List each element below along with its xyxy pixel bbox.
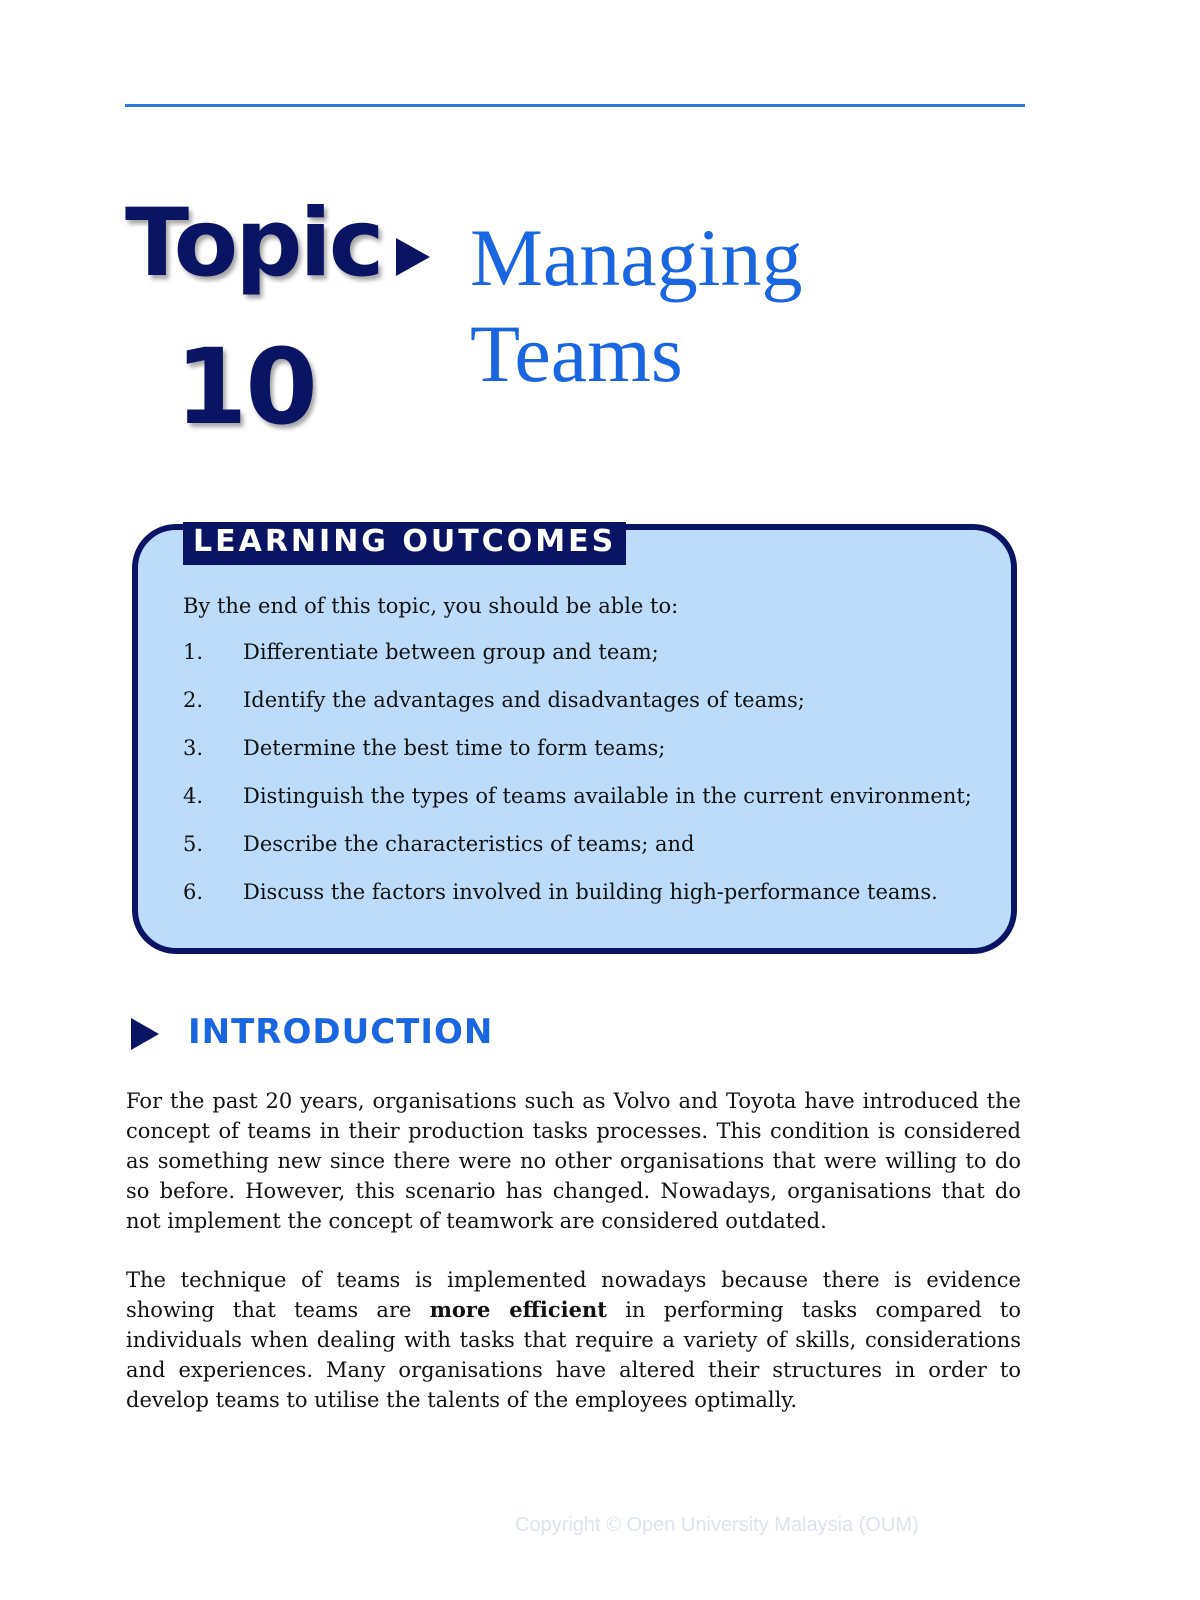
list-item bbox=[183, 686, 1003, 734]
list-item-number: 2. bbox=[183, 688, 204, 712]
list-item-text: Distinguish the types of teams available in the current environment; bbox=[243, 784, 972, 808]
paragraph-2-emphasis: more efficient bbox=[429, 1297, 607, 1322]
copyright-watermark: Copyright © Open University Malaysia (OUM) bbox=[515, 1514, 919, 1536]
list-item-text: Discuss the factors involved in building high-performance teams. bbox=[243, 880, 938, 904]
introduction-paragraph-2 bbox=[126, 1265, 1021, 1415]
list-item bbox=[183, 638, 1003, 686]
learning-outcomes-intro: By the end of this topic, you should be able to: bbox=[183, 594, 679, 618]
topic-arrow-icon bbox=[396, 238, 430, 276]
list-item bbox=[183, 734, 1003, 782]
learning-outcomes-list bbox=[183, 638, 1003, 926]
paragraph-2-text-end: in performing tasks compared to individuals when dealing with tasks that require a variety of skills, considerations and experiences. Many organisations have altered their structures in order to develop teams to utilise the talents of the employees optimally. bbox=[126, 1298, 1021, 1412]
list-item bbox=[183, 782, 1003, 830]
list-item-text: Identify the advantages and disadvantages of teams; bbox=[243, 688, 805, 712]
topic-word: Topic bbox=[125, 189, 382, 298]
topic-number: 10 bbox=[175, 326, 316, 448]
list-item-number: 4. bbox=[183, 784, 204, 808]
list-item bbox=[183, 830, 1003, 878]
topic-title: Managing Teams bbox=[470, 212, 803, 399]
list-item-text: Differentiate between group and team; bbox=[243, 640, 659, 664]
list-item-number: 5. bbox=[183, 832, 204, 856]
introduction-paragraph-1: For the past 20 years, organisations such as Volvo and Toyota have introduced the concept of teams in their production tasks processes. This condition is considered as something new since there were no other organisations that were willing to do so before. However, this scenario has changed. Nowadays, organisations that do not implement the concept of teamwork are considered outdated. bbox=[126, 1089, 1021, 1233]
list-item-text: Determine the best time to form teams; bbox=[243, 736, 666, 760]
list-item-text: Describe the characteristics of teams; and bbox=[243, 832, 695, 856]
introduction-heading: INTRODUCTION bbox=[188, 1012, 494, 1052]
list-item bbox=[183, 878, 1003, 926]
learning-outcomes-label: LEARNING OUTCOMES bbox=[183, 522, 626, 565]
list-item-number: 3. bbox=[183, 736, 204, 760]
list-item-number: 1. bbox=[183, 640, 204, 664]
top-rule bbox=[125, 104, 1025, 107]
introduction-arrow-icon bbox=[131, 1018, 159, 1050]
paragraph-2-text-start: The technique of teams is implemented nowadays because there is evidence showing that teams are bbox=[126, 1268, 1021, 1322]
list-item-number: 6. bbox=[183, 880, 204, 904]
